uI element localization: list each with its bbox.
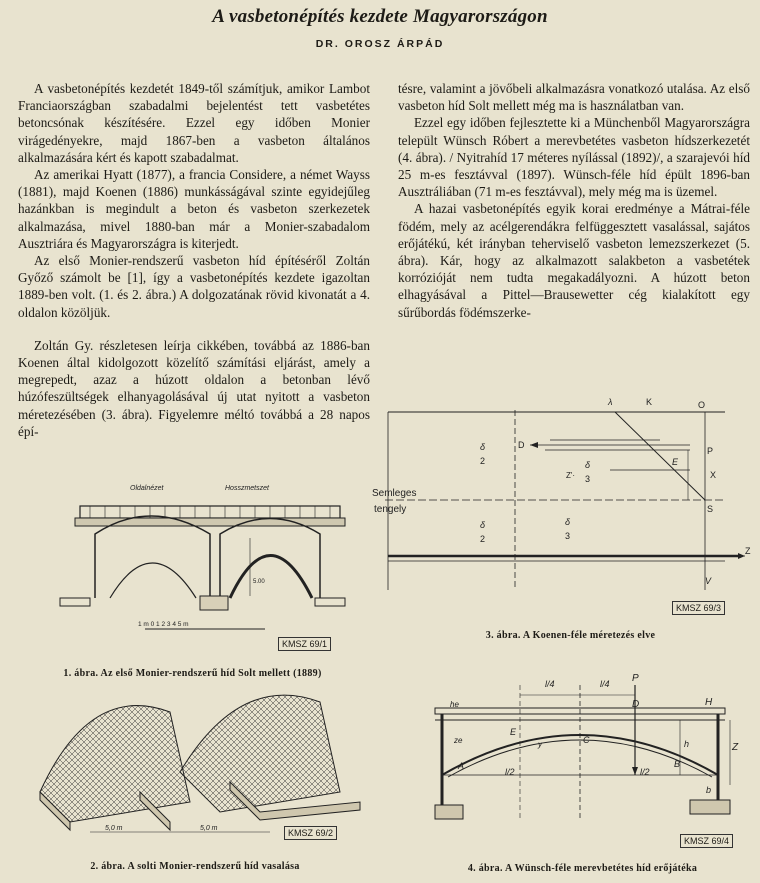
fig3-neutral-1: Semleges [372, 488, 417, 499]
fig4-label-e: E [510, 727, 517, 737]
fig4-label-a: A [458, 761, 465, 771]
fig3-label-delta2a: δ [480, 442, 486, 452]
figure-4-wunsch-diagram [420, 665, 750, 850]
fig3-label-delta3a: δ [585, 460, 591, 470]
fig4-label-c: C [583, 735, 590, 745]
fig4-label-z: Z [732, 742, 739, 753]
fig1-caption: 1. ábra. Az első Monier-rendszerű híd Solt mellett (1889) [63, 668, 322, 679]
fig3-label-v: V [705, 576, 712, 586]
paragraph: Az amerikai Hyatt (1877), a francia Considere, a német Wayss (1881), majd Koenen (1886) munkásságával szinte egyidejűleg hazánkban is megindult a beton és vasbeton szerkezetek alkalmazása, mivel 1880-ban már a Monier-szabadalom Ausztriára és Magyarországra is kiterjedt. [18, 167, 370, 251]
fig4-label-l2b: l/2 [640, 767, 650, 777]
figure-2-reinforcement-drawing [30, 682, 370, 842]
fig4-label-b: B [674, 759, 681, 769]
fig4-label-p: P [632, 673, 639, 684]
article-title: A vasbetonépítés kezdete Magyarországon [212, 6, 548, 27]
paragraph: A hazai vasbetonépítés egyik korai eredménye a Mátrai-féle födém, mely az acélgerendákra felfüggesztett vasalással, sajátos erőjátékú, két irányban teherviselő vasbeton lemezszerkezet (5. ábra). Kár, hogy az alkalmazott salakbeton a vasbetétek korrózióját nem tudta megakadályozni. A húzott beton elhagyásával a Pittel—Brausewetter cég kialakított egy sűrűbordás födémszerke- [398, 201, 750, 320]
fig4-label-ze: ze [454, 736, 463, 745]
fig2-code: KMSZ 69/2 [284, 826, 337, 840]
fig3-label-p: P [707, 446, 714, 456]
fig3-label-zp: Z'· [566, 471, 576, 480]
fig4-label-small-b: b [706, 785, 712, 795]
fig3-label-delta2d: 2 [480, 534, 486, 544]
fig4-label-l4a: l/4 [545, 679, 555, 689]
fig2-caption: 2. ábra. A solti Monier-rendszerű híd vasalása [90, 861, 300, 872]
column-right [398, 80, 750, 321]
fig3-label-delta3b: 3 [585, 474, 591, 484]
fig4-label-h: H [705, 697, 713, 708]
fig3-label-delta3d: 3 [565, 531, 571, 541]
fig4-label-d: D [632, 699, 640, 710]
fig3-label-k: K [646, 397, 653, 407]
figure-1-bridge-drawing [20, 478, 370, 658]
author: DR. OROSZ ÁRPÁD [315, 38, 445, 50]
fig4-label-small-h: h [684, 739, 690, 749]
fig3-caption: 3. ábra. A Koenen-féle méretezés elve [485, 630, 656, 641]
fig1-code: KMSZ 69/1 [278, 637, 331, 651]
paragraph: Ezzel egy időben fejlesztette ki a Münchenből Magyarországra települt Wünsch Róbert a merevbetétes vasbeton hídszerkezetét (4. ábra). / Nyitrahíd 17 méteres nyílással (1892)/, a szarajevói híd 25 m-es fesztávval (1897). Wünsch-féle híd épült 1896-ban Ausztráliában (71 m-es fesztávval), mely még ma is üzemel. [398, 115, 750, 200]
fig2-dim-2: 5,0 m [200, 825, 218, 832]
fig3-label-x: X [710, 470, 717, 480]
fig4-label-l4b: l/4 [600, 679, 610, 689]
fig3-neutral-2: tengely [374, 504, 407, 515]
fig4-code: KMSZ 69/4 [680, 834, 733, 848]
fig1-label-left: Oldalnézet [130, 485, 164, 492]
fig4-label-he: he [450, 700, 459, 709]
fig3-label-z: Z [745, 546, 751, 556]
paragraph: Az első Monier-rendszerű vasbeton híd építéséről Zoltán Győző számolt be [1], így a vasbetonépítés kezdete igazoltan 1889-ben volt. (1. és 2. ábra.) A dolgozatának rövid kivonatát a 4. oldalon közöljük. [18, 253, 370, 320]
fig3-label-delta2b: 2 [480, 456, 486, 466]
figure-3-koenen-diagram [370, 390, 755, 600]
fig3-code: KMSZ 69/3 [672, 601, 725, 615]
fig1-dim: 5.00 [253, 579, 265, 585]
fig3-label-delta3c: δ [565, 517, 571, 527]
fig1-scale: 1 m 0 1 2 3 4 5 m [138, 621, 189, 628]
fig1-label-right: Hosszmetszet [225, 485, 269, 492]
column-left [18, 80, 370, 440]
fig3-label-d: D [518, 440, 525, 450]
fig3-label-delta2c: δ [480, 520, 486, 530]
fig4-label-l2a: l/2 [505, 767, 515, 777]
paragraph: A vasbetonépítés kezdetét 1849-től számítjuk, amikor Lambot Franciaországban szabadalmi bejelentést tett vasbetétes betoncsónak készítésére. Ezzel egy időben Monier virágedényekre, majd 1867-ben a vasbeton általános alkalmazására kért és kapott szabadalmat. [18, 81, 370, 165]
fig2-dim-1: 5,0 m [105, 825, 123, 832]
fig3-label-s: S [707, 504, 714, 514]
paragraph: tésre, valamint a jövőbeli alkalmazásra vonatkozó utalása. Az első vasbeton híd Solt mellett még ma is használatban van. [398, 81, 750, 114]
fig3-label-o: O [698, 400, 706, 410]
paragraph: Zoltán Gy. részletesen leírja cikkében, továbbá az 1886-ban Koenen által kidolgozott közelítő számítási eljárást, amely a megrepedt, azaz a húzott oldalon a betonban lévő húzófeszültségek elhanyagolásával új utat nyitott a vasbeton méretezésében (3. ábra). Figyelemre méltó továbbá a 28 napos épí- [18, 337, 370, 439]
fig4-caption: 4. ábra. A Wünsch-féle merevbetétes híd erőjátéka [467, 863, 698, 874]
fig4-label-y: y [538, 740, 542, 749]
fig3-label-lambda: λ [608, 397, 613, 407]
fig3-label-e: E [672, 457, 679, 467]
